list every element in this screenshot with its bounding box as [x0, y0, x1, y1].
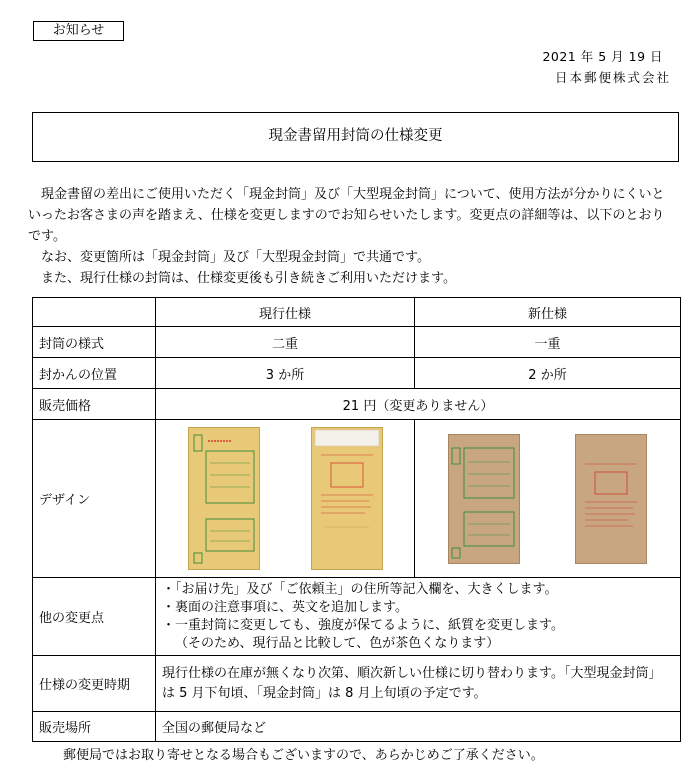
- price-value: 21 円（変更ありません）: [156, 389, 681, 420]
- table-header-row: [33, 298, 681, 327]
- other-change-item: （そのため、現行品と比較して、色が茶色くなります）: [175, 635, 500, 651]
- intro-paragraph-1: 現金書留の差出にご使用いただく「現金封筒」及び「大型現金封筒」について、使用方法が分かりにくいといったお客さまの声を踏まえ、仕様を変更しますのでお知らせいたします。変更点の詳細等は、以下のとおりです。: [28, 187, 665, 244]
- intro-paragraph-3: また、現行仕様の封筒は、仕様変更後も引き続きご利用いただけます。: [41, 271, 456, 286]
- footer-note: 郵便局ではお取り寄せとなる場合もございますので、あらかじめご了承ください。: [63, 748, 544, 763]
- row-label-design: デザイン: [33, 420, 156, 578]
- current-envelope-back-image: [311, 427, 383, 570]
- other-changes: [156, 578, 681, 656]
- intro-text: [28, 184, 673, 289]
- issue-date: 2021 年 5 月 19 日: [542, 49, 663, 64]
- current-envelope-front-image: [188, 427, 260, 570]
- row-label-style: 封筒の様式: [33, 327, 156, 358]
- row-label-timing: 仕様の変更時期: [33, 656, 156, 712]
- intro-paragraph-2: なお、変更箇所は「現金封筒」及び「大型現金封筒」で共通です。: [41, 250, 430, 265]
- header-new-spec: 新仕様: [415, 298, 681, 327]
- header-current-spec: 現行仕様: [156, 298, 415, 327]
- table-row: [33, 656, 681, 712]
- table-row: [33, 389, 681, 420]
- timing-value: 現行仕様の在庫が無くなり次第、順次新しい仕様に切り替わります。「大型現金封筒」は 5 月下旬頃、「現金封筒」は 8 月上旬頃の予定です。: [156, 656, 681, 712]
- row-label-seal: 封かんの位置: [33, 358, 156, 389]
- row-label-place: 販売場所: [33, 712, 156, 742]
- notice-label: お知らせ: [33, 21, 124, 41]
- seal-current: 3 か所: [156, 358, 415, 389]
- table-row: [33, 712, 681, 742]
- new-envelope-back-image: [575, 434, 647, 564]
- organization-name: 日本郵便株式会社: [554, 70, 671, 85]
- other-change-item: ・一重封筒に変更しても、強度が保てるように、紙質を変更します。: [162, 617, 564, 633]
- table-row: [33, 327, 681, 358]
- table-row: [33, 420, 681, 578]
- other-change-item: ・裏面の注意事項に、英文を追加します。: [162, 599, 408, 615]
- other-change-item: ・「お届け先」及び「ご依頼主」の住所等記入欄を、大きくします。: [162, 581, 558, 597]
- design-current: [156, 420, 415, 578]
- spec-table: [32, 297, 681, 742]
- new-envelope-front-image: [448, 434, 520, 564]
- place-value: 全国の郵便局など: [156, 712, 681, 742]
- row-label-price: 販売価格: [33, 389, 156, 420]
- row-label-other: 他の変更点: [33, 578, 156, 656]
- table-header-empty: [33, 298, 156, 327]
- style-new: 一重: [415, 327, 681, 358]
- seal-new: 2 か所: [415, 358, 681, 389]
- design-new: [415, 420, 681, 578]
- style-current: 二重: [156, 327, 415, 358]
- document-title: 現金書留用封筒の仕様変更: [32, 112, 679, 162]
- table-row: [33, 358, 681, 389]
- table-row: [33, 578, 681, 656]
